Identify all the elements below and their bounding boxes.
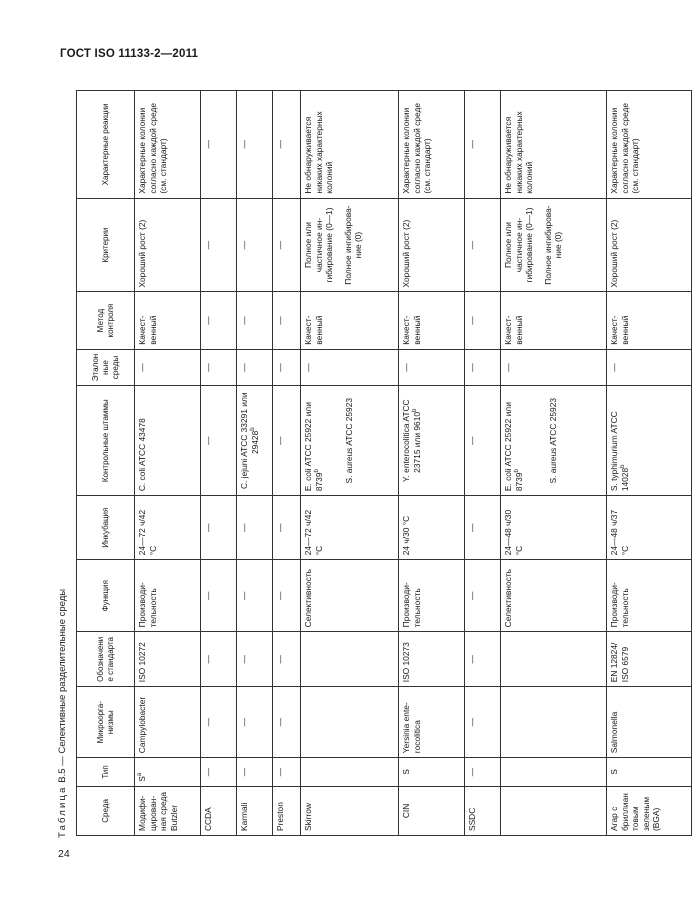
cell-function: Селективность <box>501 560 607 632</box>
cell-function: — <box>465 560 501 632</box>
cell-reference: — <box>273 349 301 386</box>
cell-strain: — <box>201 386 237 496</box>
cell-microorganisms: Yersinia enterocolitica <box>399 687 465 758</box>
cell-incubation: 24—48 ч/37 °С <box>607 496 692 560</box>
table-row <box>301 91 399 836</box>
table-row <box>201 91 237 836</box>
cell-criteria-secondary: Полное ингибирование (0) <box>342 205 363 285</box>
column-header: Функция <box>77 560 135 632</box>
table-row <box>465 91 501 836</box>
cell-incubation: — <box>237 496 273 560</box>
column-header: Критерии <box>77 198 135 292</box>
cell-criteria: Хороший рост (2) <box>607 198 692 292</box>
cell-strain: — <box>273 386 301 496</box>
cell-standard: EN 12824/ ISO 6579 <box>607 632 692 687</box>
cell-reference: — <box>501 349 607 386</box>
cell-medium: Karmali <box>237 786 273 835</box>
cell-reactions: — <box>201 91 237 199</box>
cell-type <box>501 758 607 787</box>
cell-strain: C. jejuni ATCC 33291 или 29428$^b$ <box>237 386 273 496</box>
table-caption <box>57 538 69 838</box>
cell-standard <box>501 632 607 687</box>
column-header: Характерные реакции <box>77 91 135 199</box>
table-header-row <box>77 91 135 836</box>
cell-type <box>301 758 399 787</box>
cell-method: Качественный <box>607 292 692 349</box>
cell-function: Производительность <box>399 560 465 632</box>
cell-criteria: Хороший рост (2) <box>399 198 465 292</box>
cell-criteria-secondary: Полное ингибирование (0) <box>542 205 563 285</box>
cell-function: Производительность <box>135 560 201 632</box>
cell-standard: — <box>237 632 273 687</box>
cell-strain-secondary: S. aureus ATCC 25923 <box>548 397 558 484</box>
cell-microorganisms: — <box>465 687 501 758</box>
column-header: Метод контроля <box>77 292 135 349</box>
table-row <box>501 91 607 836</box>
cell-strain: S. typhimurium ATCC 14028$^b$ <box>607 386 692 496</box>
table-row <box>273 91 301 836</box>
cell-type: S <box>399 758 465 787</box>
table-row <box>135 91 201 836</box>
table-row <box>237 91 273 836</box>
cell-function: — <box>237 560 273 632</box>
page-number: 24 <box>58 848 70 860</box>
cell-microorganisms: Campylobacter <box>135 687 201 758</box>
cell-reactions: Характерные колонии согласно каждой среде (см. стандарт) <box>607 91 692 199</box>
cell-criteria: Полное или частичное ингибирование (0—1) Полное ингибирование (0) <box>301 198 399 292</box>
cell-incubation: 24—72 ч/42 °С <box>135 496 201 560</box>
cell-criteria: — <box>201 198 237 292</box>
column-header: Инкубация <box>77 496 135 560</box>
cell-microorganisms: — <box>273 687 301 758</box>
cell-incubation: 24—72 ч/42 °С <box>301 496 399 560</box>
cell-medium: Модифицированная среда Butzler <box>135 786 201 835</box>
cell-reactions: Характерные колонии согласно каждой среде (см. стандарт) <box>135 91 201 199</box>
document-header: ГОСТ ISO 11133-2—2011 <box>60 48 199 60</box>
caption-label: Таблица <box>57 785 68 838</box>
cell-microorganisms: Salmonella <box>607 687 692 758</box>
cell-medium: CIN <box>399 786 465 835</box>
cell-reactions: — <box>237 91 273 199</box>
table-row <box>607 91 692 836</box>
column-header: Эталонные среды <box>77 349 135 386</box>
cell-standard <box>301 632 399 687</box>
cell-reference: — <box>135 349 201 386</box>
cell-type: — <box>465 758 501 787</box>
cell-reactions: — <box>273 91 301 199</box>
cell-incubation: — <box>201 496 237 560</box>
cell-medium: Skirrow <box>301 786 399 835</box>
cell-method: Качественный <box>135 292 201 349</box>
cell-microorganisms: — <box>237 687 273 758</box>
cell-method: — <box>201 292 237 349</box>
cell-incubation: — <box>273 496 301 560</box>
cell-method: Качественный <box>301 292 399 349</box>
cell-type: — <box>237 758 273 787</box>
cell-microorganisms <box>501 687 607 758</box>
cell-function: — <box>273 560 301 632</box>
cell-criteria: — <box>465 198 501 292</box>
cell-standard: ISO 10273 <box>399 632 465 687</box>
cell-reference: — <box>399 349 465 386</box>
column-header: Тип <box>77 758 135 787</box>
column-header: Микроорганизмы <box>77 687 135 758</box>
cell-type: — <box>273 758 301 787</box>
cell-reference: — <box>237 349 273 386</box>
caption-text: В.5 — Селективные разделительные среды <box>57 588 68 786</box>
cell-method: Качественный <box>501 292 607 349</box>
cell-criteria: Хороший рост (2) <box>135 198 201 292</box>
cell-method: Качественный <box>399 292 465 349</box>
cell-microorganisms: — <box>201 687 237 758</box>
cell-reference: — <box>301 349 399 386</box>
cell-strain: C. coli ATCC 43478 <box>135 386 201 496</box>
cell-reactions: Не обнаруживается никаких характерных колоний <box>501 91 607 199</box>
cell-standard: ISO 10272 <box>135 632 201 687</box>
cell-reference: — <box>465 349 501 386</box>
cell-method: — <box>465 292 501 349</box>
cell-reactions: Не обнаруживается никаких характерных колоний <box>301 91 399 199</box>
cell-medium: SSDC <box>465 786 501 835</box>
column-header: Среда <box>77 786 135 835</box>
cell-reference: — <box>607 349 692 386</box>
cell-strain: — <box>465 386 501 496</box>
rotated-table-container <box>76 90 661 836</box>
cell-function: Селективность <box>301 560 399 632</box>
cell-microorganisms <box>301 687 399 758</box>
column-header: Контрольные штаммы <box>77 386 135 496</box>
cell-medium: Агар с бриллиантовым зеленым (BGA) <box>607 786 692 835</box>
cell-medium <box>501 786 607 835</box>
cell-type: — <box>201 758 237 787</box>
cell-type: $S^a$ <box>135 758 201 787</box>
cell-type: S <box>607 758 692 787</box>
cell-reactions: Характерные колонии согласно каждой среде (см. стандарт) <box>399 91 465 199</box>
cell-standard: — <box>201 632 237 687</box>
cell-method: — <box>273 292 301 349</box>
cell-strain: Y. enterocolitica ATCC 23715 или 9610$^b$ <box>399 386 465 496</box>
cell-incubation: — <box>465 496 501 560</box>
selective-media-table <box>76 90 692 836</box>
cell-function: Производительность <box>607 560 692 632</box>
cell-medium: Preston <box>273 786 301 835</box>
cell-reactions: — <box>465 91 501 199</box>
cell-method: — <box>237 292 273 349</box>
cell-incubation: 24 ч/30 °С <box>399 496 465 560</box>
table-row <box>399 91 465 836</box>
cell-function: — <box>201 560 237 632</box>
cell-standard: — <box>465 632 501 687</box>
cell-strain: E. coli ATCC 25922 или 8739$^b$ S. aureus ATCC 25923 <box>301 386 399 496</box>
cell-criteria: — <box>273 198 301 292</box>
column-header: Обозначение стандарта <box>77 632 135 687</box>
cell-criteria: Полное или частичное ингибирование (0—1) Полное ингибирование (0) <box>501 198 607 292</box>
cell-reference: — <box>201 349 237 386</box>
cell-strain-secondary: S. aureus ATCC 25923 <box>344 397 354 484</box>
cell-medium: CCDA <box>201 786 237 835</box>
cell-strain: E. coli ATCC 25922 или 8739$^b$ S. aureus ATCC 25923 <box>501 386 607 496</box>
cell-criteria: — <box>237 198 273 292</box>
cell-standard: — <box>273 632 301 687</box>
cell-incubation: 24—48 ч/30 °С <box>501 496 607 560</box>
